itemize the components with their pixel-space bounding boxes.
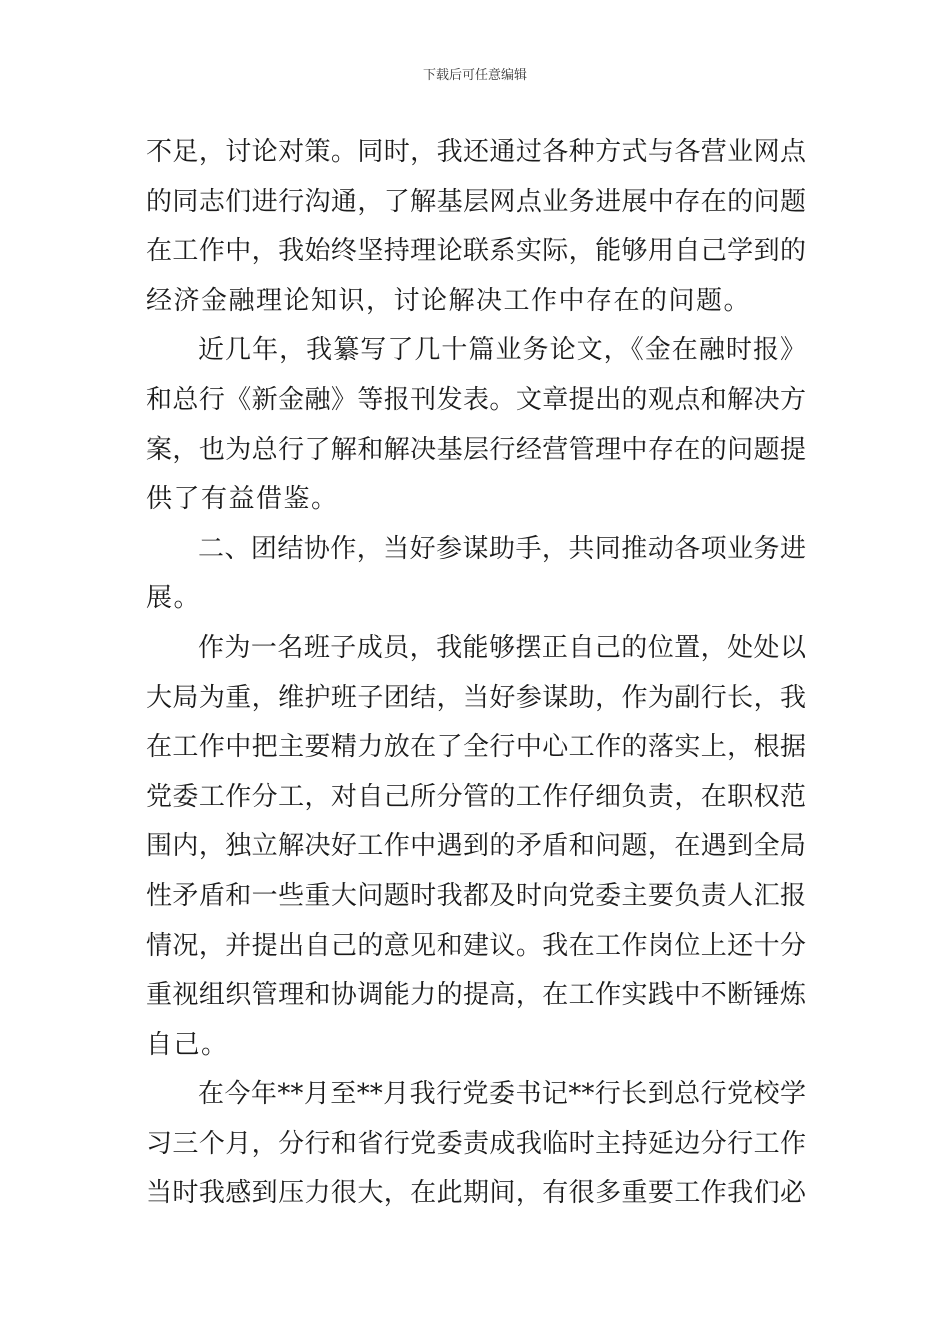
text-line: 大局为重，维护班子团结，当好参谋助，作为副行长，我 [146,682,806,713]
document-body [146,128,806,1219]
text-line: 自己。 [146,1029,229,1060]
text-line: 不足，讨论对策。同时，我还通过各种方式与各营业网点 [146,137,806,167]
text-line: 当时我感到压力很大，在此期间，有很多重要工作我们必 [146,1178,806,1209]
text-line: 在工作中把主要精力放在了全行中心工作的落实上，根据 [146,732,806,763]
text-line: 展。 [146,583,202,614]
text-line: 重视组织管理和协调能力的提高，在工作实践中不断锤炼 [146,980,806,1011]
paragraph-start-line: 作为一名班子成员，我能够摆正自己的位置，处处以 [198,632,806,663]
paragraph-start-line: 在今年**月至**月我行党委书记**行长到总行党校学 [198,1079,806,1110]
text-line: 情况，并提出自己的意见和建议。我在工作岗位上还十分 [146,930,806,961]
text-line: 供了有益借鉴。 [146,484,339,515]
text-line: 围内，独立解决好工作中遇到的矛盾和问题，在遇到全局 [146,831,806,862]
paragraph-start-line: 近几年，我纂写了几十篇业务论文，《金在融时报》 [198,335,806,366]
text-line: 的同志们进行沟通，了解基层网点业务进展中存在的问题 [146,186,806,217]
page-header: 下载后可任意编辑 [422,68,527,83]
section-heading-line: 二、团结协作，当好参谋助手，共同推动各项业务进 [198,533,806,564]
text-line: 习三个月，分行和省行党委责成我临时主持延边分行工作 [146,1128,806,1159]
text-line: 性矛盾和一些重大问题时我都及时向党委主要负责人汇报 [146,880,806,911]
text-line: 在工作中，我始终坚持理论联系实际，能够用自己学到的 [146,236,806,267]
text-line: 党委工作分工，对自己所分管的工作仔细负责，在职权范 [146,781,806,812]
text-line: 和总行《新金融》等报刊发表。文章提出的观点和解决方 [146,384,806,415]
text-line: 案，也为总行了解和解决基层行经营管理中存在的问题提 [146,434,806,465]
text-line: 经济金融理论知识，讨论解决工作中存在的问题。 [146,285,752,316]
